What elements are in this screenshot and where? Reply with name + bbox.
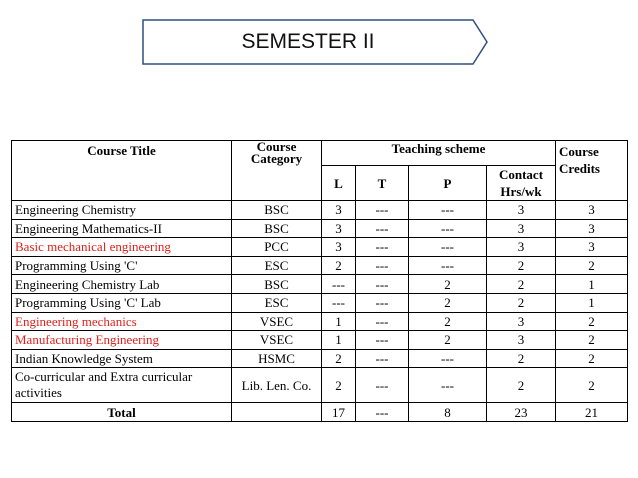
course-l-cell: 2: [322, 256, 356, 275]
course-t-cell: ---: [356, 331, 409, 350]
header-contact-hours: [487, 166, 556, 201]
header-category-line2: Category: [250, 151, 303, 166]
course-t-cell: ---: [356, 293, 409, 312]
header-credits-line2: Credits: [559, 161, 600, 176]
course-title-line2: activities: [15, 385, 62, 401]
course-contact-cell: 3: [487, 331, 556, 350]
course-title-cell: Engineering Mathematics-II: [12, 219, 232, 238]
course-title-cell: Indian Knowledge System: [12, 349, 232, 368]
header-course-credits: [556, 141, 628, 201]
course-l-cell: 1: [322, 331, 356, 350]
course-p-cell: ---: [409, 368, 487, 403]
course-category-cell: BSC: [232, 201, 322, 220]
course-credits-cell: 3: [556, 238, 628, 257]
course-contact-cell: 2: [487, 293, 556, 312]
table-row: [12, 312, 628, 331]
table-header-row: [12, 141, 628, 166]
course-category-cell: ESC: [232, 256, 322, 275]
header-p: P: [409, 166, 487, 201]
course-category-cell: BSC: [232, 219, 322, 238]
course-p-cell: ---: [409, 238, 487, 257]
course-title-cell: Engineering mechanics: [12, 312, 232, 331]
header-course-title-text: Course Title: [87, 143, 156, 158]
course-credits-cell: 3: [556, 201, 628, 220]
course-title-cell: Engineering Chemistry Lab: [12, 275, 232, 294]
course-p-cell: ---: [409, 256, 487, 275]
course-contact-cell: 3: [487, 238, 556, 257]
total-contact-cell: 23: [487, 403, 556, 422]
table-row: [12, 331, 628, 350]
table-row: [12, 368, 628, 403]
course-l-cell: 2: [322, 368, 356, 403]
total-category-cell: [232, 403, 322, 422]
total-row: [12, 403, 628, 422]
course-contact-cell: 2: [487, 275, 556, 294]
table-row: [12, 275, 628, 294]
course-credits-cell: 1: [556, 293, 628, 312]
course-p-cell: 2: [409, 331, 487, 350]
course-category-cell: Lib. Len. Co.: [232, 368, 322, 403]
course-title-cell: Engineering Chemistry: [12, 201, 232, 220]
course-p-cell: 2: [409, 275, 487, 294]
header-contact-line1: Contact: [498, 167, 544, 182]
course-p-cell: 2: [409, 312, 487, 331]
semester-title: SEMESTER II: [241, 30, 375, 53]
header-t: T: [356, 166, 409, 201]
course-credits-cell: 2: [556, 349, 628, 368]
header-credits-line1: Course: [559, 144, 599, 159]
table-row: [12, 201, 628, 220]
header-course-category: [232, 141, 322, 201]
course-credits-cell: 2: [556, 368, 628, 403]
total-l-cell: 17: [322, 403, 356, 422]
course-title-cell: [12, 368, 232, 403]
course-p-cell: 2: [409, 293, 487, 312]
course-contact-cell: 3: [487, 312, 556, 331]
course-p-cell: ---: [409, 201, 487, 220]
header-l: L: [322, 166, 356, 201]
course-category-cell: PCC: [232, 238, 322, 257]
header-category-line1: Course: [256, 140, 297, 154]
course-t-cell: ---: [356, 349, 409, 368]
course-t-cell: ---: [356, 201, 409, 220]
course-credits-cell: 2: [556, 256, 628, 275]
course-p-cell: ---: [409, 219, 487, 238]
course-credits-cell: 2: [556, 312, 628, 331]
table-row: [12, 219, 628, 238]
semester-banner: [0, 0, 638, 80]
course-contact-cell: 2: [487, 349, 556, 368]
total-label-cell: Total: [12, 403, 232, 422]
course-contact-cell: 3: [487, 219, 556, 238]
course-t-cell: ---: [356, 256, 409, 275]
course-category-cell: BSC: [232, 275, 322, 294]
header-course-title: [12, 141, 232, 201]
course-contact-cell: 2: [487, 256, 556, 275]
course-title-cell: Programming Using 'C': [12, 256, 232, 275]
course-title-cell: Programming Using 'C' Lab: [12, 293, 232, 312]
course-category-cell: VSEC: [232, 312, 322, 331]
course-l-cell: 3: [322, 219, 356, 238]
total-credits-cell: 21: [556, 403, 628, 422]
course-credits-cell: 2: [556, 331, 628, 350]
header-contact-line2: Hrs/wk: [500, 184, 542, 199]
total-p-cell: 8: [409, 403, 487, 422]
course-table: [11, 140, 628, 422]
course-t-cell: ---: [356, 312, 409, 331]
course-p-cell: ---: [409, 349, 487, 368]
course-credits-cell: 1: [556, 275, 628, 294]
table-row: [12, 293, 628, 312]
course-t-cell: ---: [356, 219, 409, 238]
course-t-cell: ---: [356, 238, 409, 257]
course-title-cell: Basic mechanical engineering: [12, 238, 232, 257]
course-l-cell: 1: [322, 312, 356, 331]
course-l-cell: 3: [322, 238, 356, 257]
table-row: [12, 238, 628, 257]
table-row: [12, 349, 628, 368]
course-contact-cell: 2: [487, 368, 556, 403]
course-title-cell: Manufacturing Engineering: [12, 331, 232, 350]
course-l-cell: 2: [322, 349, 356, 368]
course-credits-cell: 3: [556, 219, 628, 238]
course-category-cell: ESC: [232, 293, 322, 312]
course-l-cell: ---: [322, 293, 356, 312]
course-l-cell: ---: [322, 275, 356, 294]
course-title-line1: Co-curricular and Extra curricular: [15, 369, 193, 385]
course-l-cell: 3: [322, 201, 356, 220]
course-rows: [12, 201, 628, 368]
table-row: [12, 256, 628, 275]
header-teaching-scheme: Teaching scheme: [322, 141, 556, 166]
total-t-cell: ---: [356, 403, 409, 422]
course-category-cell: HSMC: [232, 349, 322, 368]
course-t-cell: ---: [356, 368, 409, 403]
course-category-cell: VSEC: [232, 331, 322, 350]
course-t-cell: ---: [356, 275, 409, 294]
course-contact-cell: 3: [487, 201, 556, 220]
